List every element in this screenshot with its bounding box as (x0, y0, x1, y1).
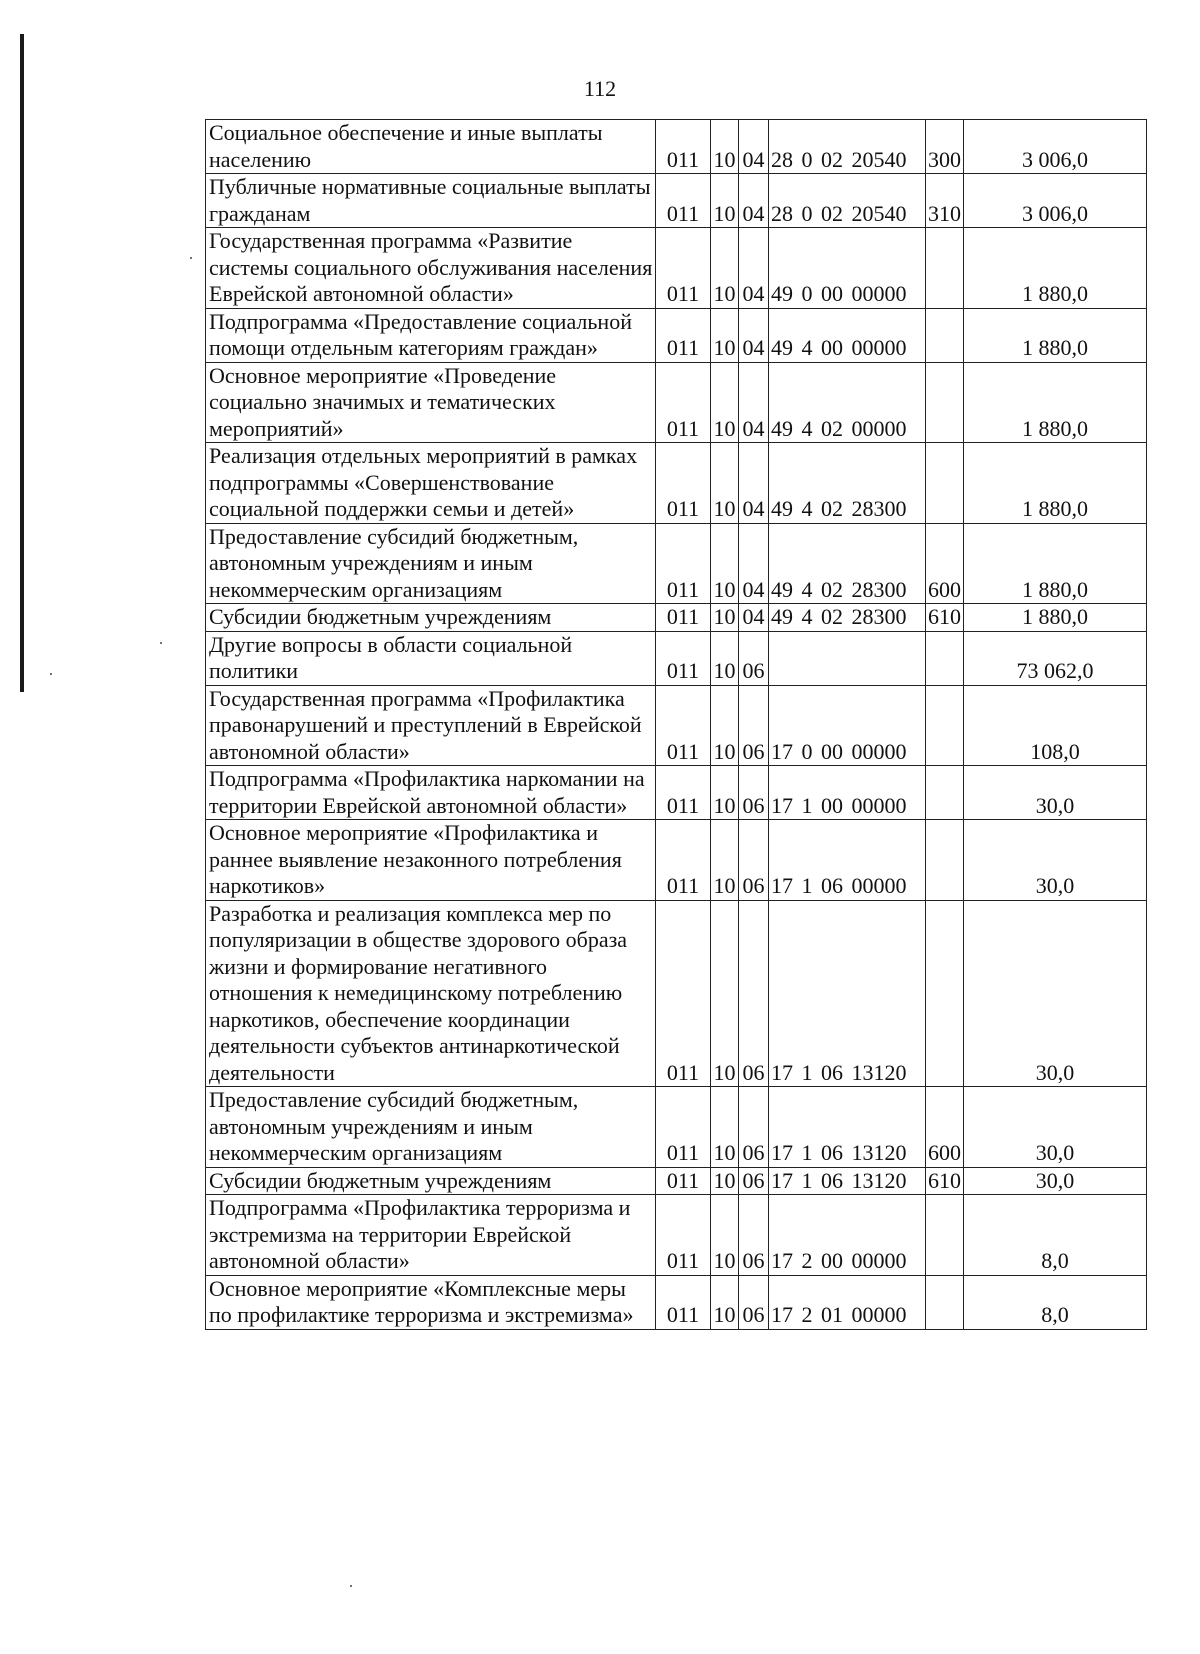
row-name-cell: Реализация отдельных мероприятий в рамках подпрограммы «Совершенствование социальной поддержки семьи и детей» (206, 443, 656, 524)
target-article-code-cell: 28 0 02 20540 (769, 120, 926, 174)
amount-cell: 8,0 (964, 1195, 1147, 1276)
section-code-cell: 10 (711, 308, 739, 362)
expense-type-code-cell: 600 (926, 1087, 964, 1168)
amount-cell: 108,0 (964, 685, 1147, 766)
target-article-code-cell: 49 4 00 00000 (769, 308, 926, 362)
subsection-code-cell: 06 (739, 1167, 769, 1195)
amount-cell: 30,0 (964, 1087, 1147, 1168)
admin-code-cell: 011 (656, 443, 711, 524)
subsection-code-cell: 04 (739, 120, 769, 174)
admin-code-cell: 011 (656, 1275, 711, 1329)
target-article-code-cell (769, 631, 926, 685)
amount-cell: 1 880,0 (964, 308, 1147, 362)
target-article-code-cell: 49 0 00 00000 (769, 228, 926, 309)
row-name-cell: Подпрограмма «Предоставление социальной помощи отдельным категориям граждан» (206, 308, 656, 362)
row-name-cell: Основное мероприятие «Комплексные меры по профилактике терроризма и экстремизма» (206, 1275, 656, 1329)
row-name-cell: Социальное обеспечение и иные выплаты населению (206, 120, 656, 174)
admin-code-cell: 011 (656, 228, 711, 309)
scan-speck (160, 642, 162, 644)
admin-code-cell: 011 (656, 523, 711, 604)
amount-cell: 1 880,0 (964, 523, 1147, 604)
expense-type-code-cell (926, 308, 964, 362)
admin-code-cell: 011 (656, 820, 711, 901)
section-code-cell: 10 (711, 443, 739, 524)
subsection-code-cell: 04 (739, 443, 769, 524)
expense-type-code-cell: 600 (926, 523, 964, 604)
section-code-cell: 10 (711, 820, 739, 901)
amount-cell: 1 880,0 (964, 443, 1147, 524)
target-article-code-cell: 49 4 02 28300 (769, 604, 926, 632)
subsection-code-cell: 06 (739, 766, 769, 820)
row-name-cell: Другие вопросы в области социальной политики (206, 631, 656, 685)
section-code-cell: 10 (711, 523, 739, 604)
table-row (206, 523, 1147, 604)
target-article-code-cell: 17 1 06 13120 (769, 1167, 926, 1195)
admin-code-cell: 011 (656, 604, 711, 632)
scan-speck (50, 673, 52, 675)
admin-code-cell: 011 (656, 362, 711, 443)
section-code-cell: 10 (711, 631, 739, 685)
section-code-cell: 10 (711, 1087, 739, 1168)
expense-type-code-cell (926, 685, 964, 766)
target-article-code-cell: 28 0 02 20540 (769, 174, 926, 228)
amount-cell: 30,0 (964, 1167, 1147, 1195)
table-row (206, 1167, 1147, 1195)
row-name-cell: Государственная программа «Профилактика правонарушений и преступлений в Еврейской автономной области» (206, 685, 656, 766)
expense-type-code-cell (926, 1275, 964, 1329)
expense-type-code-cell (926, 362, 964, 443)
admin-code-cell: 011 (656, 1087, 711, 1168)
table-row (206, 308, 1147, 362)
row-name-cell: Публичные нормативные социальные выплаты гражданам (206, 174, 656, 228)
section-code-cell: 10 (711, 1195, 739, 1276)
row-name-cell: Подпрограмма «Профилактика терроризма и экстремизма на территории Еврейской автономной области» (206, 1195, 656, 1276)
amount-cell: 30,0 (964, 820, 1147, 901)
row-name-cell: Субсидии бюджетным учреждениям (206, 1167, 656, 1195)
target-article-code-cell: 17 2 00 00000 (769, 1195, 926, 1276)
amount-cell: 30,0 (964, 766, 1147, 820)
table-row (206, 900, 1147, 1087)
table-row (206, 1195, 1147, 1276)
row-name-cell: Подпрограмма «Профилактика наркомании на территории Еврейской автономной области» (206, 766, 656, 820)
subsection-code-cell: 04 (739, 308, 769, 362)
page-number: 112 (583, 76, 617, 101)
subsection-code-cell: 04 (739, 523, 769, 604)
amount-cell: 30,0 (964, 900, 1147, 1087)
table-row (206, 685, 1147, 766)
expense-type-code-cell (926, 900, 964, 1087)
expense-type-code-cell: 610 (926, 1167, 964, 1195)
table-row (206, 443, 1147, 524)
row-name-cell: Предоставление субсидий бюджетным, автономным учреждениям и иным некоммерческим организациям (206, 1087, 656, 1168)
scan-margin-line (20, 34, 24, 692)
subsection-code-cell: 04 (739, 604, 769, 632)
section-code-cell: 10 (711, 604, 739, 632)
expense-type-code-cell (926, 1195, 964, 1276)
admin-code-cell: 011 (656, 308, 711, 362)
expense-type-code-cell (926, 228, 964, 309)
subsection-code-cell: 06 (739, 820, 769, 901)
section-code-cell: 10 (711, 120, 739, 174)
admin-code-cell: 011 (656, 1195, 711, 1276)
target-article-code-cell: 49 4 02 00000 (769, 362, 926, 443)
expense-type-code-cell (926, 766, 964, 820)
admin-code-cell: 011 (656, 685, 711, 766)
subsection-code-cell: 04 (739, 174, 769, 228)
section-code-cell: 10 (711, 766, 739, 820)
amount-cell: 1 880,0 (964, 362, 1147, 443)
target-article-code-cell: 17 1 06 13120 (769, 900, 926, 1087)
target-article-code-cell: 17 2 01 00000 (769, 1275, 926, 1329)
budget-table (205, 119, 1147, 1330)
table-row (206, 766, 1147, 820)
section-code-cell: 10 (711, 228, 739, 309)
scan-speck (350, 1585, 352, 1587)
expense-type-code-cell: 310 (926, 174, 964, 228)
section-code-cell: 10 (711, 174, 739, 228)
admin-code-cell: 011 (656, 900, 711, 1087)
table-row (206, 174, 1147, 228)
section-code-cell: 10 (711, 1275, 739, 1329)
subsection-code-cell: 06 (739, 900, 769, 1087)
table-row (206, 1275, 1147, 1329)
admin-code-cell: 011 (656, 174, 711, 228)
subsection-code-cell: 06 (739, 1275, 769, 1329)
table-row (206, 120, 1147, 174)
expense-type-code-cell (926, 631, 964, 685)
table-row (206, 820, 1147, 901)
expense-type-code-cell (926, 820, 964, 901)
row-name-cell: Основное мероприятие «Проведение социально значимых и тематических мероприятий» (206, 362, 656, 443)
section-code-cell: 10 (711, 1167, 739, 1195)
budget-table-body (206, 120, 1147, 1330)
row-name-cell: Основное мероприятие «Профилактика и раннее выявление незаконного потребления наркотиков» (206, 820, 656, 901)
row-name-cell: Государственная программа «Развитие системы социального обслуживания населения Еврейской автономной области» (206, 228, 656, 309)
target-article-code-cell: 17 1 00 00000 (769, 766, 926, 820)
table-row (206, 1087, 1147, 1168)
admin-code-cell: 011 (656, 631, 711, 685)
target-article-code-cell: 17 1 06 13120 (769, 1087, 926, 1168)
scan-speck (190, 257, 192, 259)
amount-cell: 73 062,0 (964, 631, 1147, 685)
table-row (206, 604, 1147, 632)
subsection-code-cell: 06 (739, 1195, 769, 1276)
row-name-cell: Разработка и реализация комплекса мер по популяризации в обществе здорового образа жизни и формирование негативного отношения к немедицинскому потреблению наркотиков, обеспечение координации деятельности субъектов антинаркотической деятельности (206, 900, 656, 1087)
amount-cell: 3 006,0 (964, 174, 1147, 228)
section-code-cell: 10 (711, 900, 739, 1087)
amount-cell: 1 880,0 (964, 604, 1147, 632)
admin-code-cell: 011 (656, 766, 711, 820)
admin-code-cell: 011 (656, 120, 711, 174)
admin-code-cell: 011 (656, 1167, 711, 1195)
row-name-cell: Предоставление субсидий бюджетным, автономным учреждениям и иным некоммерческим организациям (206, 523, 656, 604)
target-article-code-cell: 17 1 06 00000 (769, 820, 926, 901)
subsection-code-cell: 04 (739, 228, 769, 309)
table-row (206, 228, 1147, 309)
target-article-code-cell: 49 4 02 28300 (769, 523, 926, 604)
target-article-code-cell: 49 4 02 28300 (769, 443, 926, 524)
section-code-cell: 10 (711, 362, 739, 443)
amount-cell: 8,0 (964, 1275, 1147, 1329)
target-article-code-cell: 17 0 00 00000 (769, 685, 926, 766)
section-code-cell: 10 (711, 685, 739, 766)
expense-type-code-cell: 610 (926, 604, 964, 632)
amount-cell: 3 006,0 (964, 120, 1147, 174)
row-name-cell: Субсидии бюджетным учреждениям (206, 604, 656, 632)
subsection-code-cell: 06 (739, 1087, 769, 1168)
subsection-code-cell: 06 (739, 685, 769, 766)
table-row (206, 631, 1147, 685)
expense-type-code-cell: 300 (926, 120, 964, 174)
amount-cell: 1 880,0 (964, 228, 1147, 309)
subsection-code-cell: 06 (739, 631, 769, 685)
subsection-code-cell: 04 (739, 362, 769, 443)
expense-type-code-cell (926, 443, 964, 524)
table-row (206, 362, 1147, 443)
